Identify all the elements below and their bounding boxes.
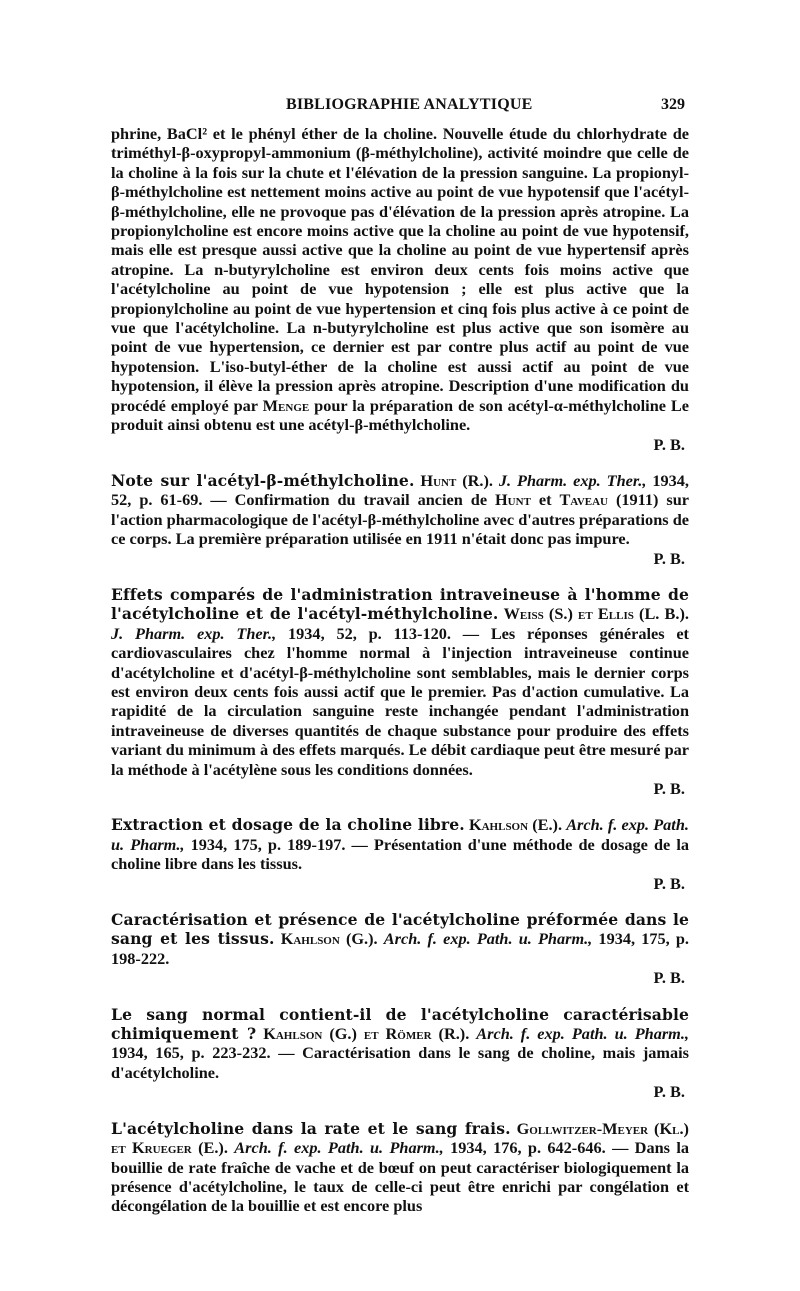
entry-authors: Kahlson (E.). bbox=[468, 815, 563, 835]
entry-paragraph bbox=[111, 585, 689, 779]
entry-journal: J. Pharm. exp. Ther., bbox=[498, 470, 647, 490]
entry-volume: 52, bbox=[336, 623, 357, 643]
signature-line bbox=[111, 1082, 689, 1101]
entry-year: 1934, bbox=[190, 834, 228, 854]
entry-journal: Arch. f. exp. Path. u. Pharm., bbox=[111, 815, 689, 854]
signature-line bbox=[111, 779, 689, 798]
continuation-paragraph bbox=[111, 124, 689, 435]
entry-year: 1934, bbox=[652, 470, 689, 490]
entry-volume: 52, bbox=[111, 490, 132, 510]
author-reference: Hunt bbox=[495, 490, 531, 510]
bibliography-entry bbox=[111, 471, 689, 568]
entry-volume: 175, bbox=[641, 929, 670, 949]
entry-title: Le sang normal contient-il de l'acétylcholine caractérisable chimiquement ? bbox=[111, 1004, 689, 1044]
entry-journal: J. Pharm. exp. Ther., bbox=[111, 623, 277, 643]
entry-summary: p. 189-197. — Présentation d'une méthode de dosage de la choline libre dans les tissus. bbox=[111, 834, 690, 874]
page-number: 329 bbox=[661, 96, 685, 113]
entry-title: Extraction et dosage de la choline libre. bbox=[111, 815, 465, 835]
entry-year: 1934, bbox=[598, 929, 636, 949]
entry-authors: Gollwitzer-Meyer (Kl.) et Krueger (E.). bbox=[111, 1118, 689, 1158]
entry-title: Note sur l'acétyl-β-méthylcholine. bbox=[111, 470, 415, 490]
author-reference: Menge bbox=[262, 395, 310, 415]
bibliography-entry bbox=[111, 1119, 689, 1216]
bibliography-entry bbox=[111, 585, 689, 798]
entry-paragraph bbox=[111, 1119, 689, 1216]
signature-line bbox=[111, 435, 689, 454]
bibliography-entry bbox=[111, 1005, 689, 1102]
entry-journal: Arch. f. exp. Path. u. Pharm., bbox=[476, 1024, 689, 1044]
continuation-entry bbox=[111, 124, 689, 454]
entry-summary: p. 223-232. — Caractérisation dans le sang de choline, mais jamais d'acétylcholine. bbox=[111, 1043, 689, 1082]
entry-summary: p. 198-222. bbox=[111, 929, 690, 968]
entry-paragraph bbox=[111, 471, 689, 549]
entry-authors: Hunt (R.). bbox=[420, 470, 493, 490]
entry-authors: Kahlson (G.). bbox=[280, 929, 378, 949]
entry-authors: Weiss (S.) et Ellis (L. B.). bbox=[503, 604, 689, 624]
entry-title: Caractérisation et présence de l'acétylcholine préformée dans le sang et les tissus. bbox=[111, 910, 689, 949]
entry-summary: (1911) sur l'action pharmacologique de l'acétyl-β-méthylcholine avec d'autres préparations de ce corps. La première préparation utilisée en 1911 n'était donc pas impure. bbox=[111, 490, 690, 549]
entry-title: Effets comparés de l'administration intraveineuse à l'homme de l'acétylcholine et de l'acétyl-méthylcholine. bbox=[111, 584, 689, 624]
entry-paragraph bbox=[111, 815, 689, 873]
page-header bbox=[111, 96, 689, 120]
entry-authors: Kahlson (G.) et Römer (R.). bbox=[263, 1024, 470, 1044]
entry-year: 1934, bbox=[288, 623, 325, 643]
entry-text: et bbox=[530, 490, 560, 510]
signature: P. B. bbox=[653, 434, 685, 454]
entry-year: 1934, bbox=[111, 1043, 148, 1063]
signature-line bbox=[111, 968, 689, 987]
entry-volume: 176, bbox=[493, 1138, 522, 1158]
signature-line bbox=[111, 874, 689, 893]
continuation-text: phrine, BaCl² et le phényl éther de la choline. Nouvelle étude du chlorhydrate de triméthyl-β-oxypropyl-ammonium (β-méthylcholine), activité moindre que celle de la choline à la fois sur la chute et l'élévation de la pression sanguine. La propionyl-β-méthylcholine est nettement moins active au point de vue hypotensif que l'acétyl-β-méthylcholine, elle ne provoque pas d'élévation de la pression après atropine. La propionylcholine est encore moins active que la choline au point de vue hypotensif, mais elle est presque aussi active que la choline au point de vue hypertensif après atropine. La n-butyrylcholine est environ deux cents fois moins active que l'acétylcholine au point de vue hypotension ; elle est plus active que la propionylcholine au point de vue hypertension et cinq fois plus active à ce point de vue que l'acétylcholine. La n-butyrylcholine est plus active que son isomère au point de vue hypertension, ce dernier est par contre plus actif au point de vue hypotension. L'iso-butyl-éther de la choline est aussi actif au point de vue hypotension, il élève la pression après atropine. Description d'une modification du procédé employé par bbox=[111, 124, 689, 415]
bibliography-entry bbox=[111, 815, 689, 893]
signature-line bbox=[111, 549, 689, 568]
page-body bbox=[111, 124, 689, 1216]
entry-summary: p. 113-120. — Les réponses générales et cardiovasculaires chez l'homme normal à l'injection intraveineuse continue d'acétylcholine et d'acétyl-β-méthylcholine sont semblables, mais le dernier corps est environ deux cents fois aussi actif que le premier. Pas d'action cumulative. La rapidité de la circulation sanguine reste inchangée pendant l'administration intraveineuse de diverses quantités de chaque substance pour produire des effets variant du minimum à des effets marqués. Le débit cardiaque peut être mesuré par la méthode à l'acétylène sous les conditions données. bbox=[111, 623, 689, 779]
signature: P. B. bbox=[653, 968, 685, 988]
signature: P. B. bbox=[653, 1082, 685, 1102]
entry-year: 1934, bbox=[450, 1138, 487, 1158]
entry-volume: 165, bbox=[155, 1043, 184, 1063]
entry-paragraph bbox=[111, 910, 689, 968]
entry-title: L'acétylcholine dans la rate et le sang frais. bbox=[111, 1118, 511, 1138]
bibliography-entry bbox=[111, 910, 689, 988]
entry-pages: p. 61-69. — Confirmation du travail ancien de bbox=[139, 490, 496, 510]
running-title: BIBLIOGRAPHIE ANALYTIQUE bbox=[286, 96, 533, 113]
entry-journal: Arch. f. exp. Path. u. Pharm., bbox=[234, 1138, 444, 1158]
entry-paragraph bbox=[111, 1005, 689, 1083]
entry-summary: p. 642-646. — Dans la bouillie de rate fraîche de vache et de bœuf on peut caractériser biologiquement la présence d'acétylcholine, le taux de celle-ci peut être enrichi par congélation et décongélation de la bouillie et est encore plus bbox=[111, 1138, 689, 1216]
author-reference: Taveau bbox=[559, 490, 608, 510]
entry-journal: Arch. f. exp. Path. u. Pharm., bbox=[383, 929, 593, 949]
continuation-text-end: pour la préparation de son acétyl-α-méthylcholine Le produit ainsi obtenu est une acétyl-β-méthylcholine. bbox=[111, 395, 689, 435]
signature: P. B. bbox=[653, 873, 685, 893]
entry-volume: 175, bbox=[233, 834, 262, 854]
signature: P. B. bbox=[653, 779, 685, 798]
signature: P. B. bbox=[653, 548, 685, 568]
